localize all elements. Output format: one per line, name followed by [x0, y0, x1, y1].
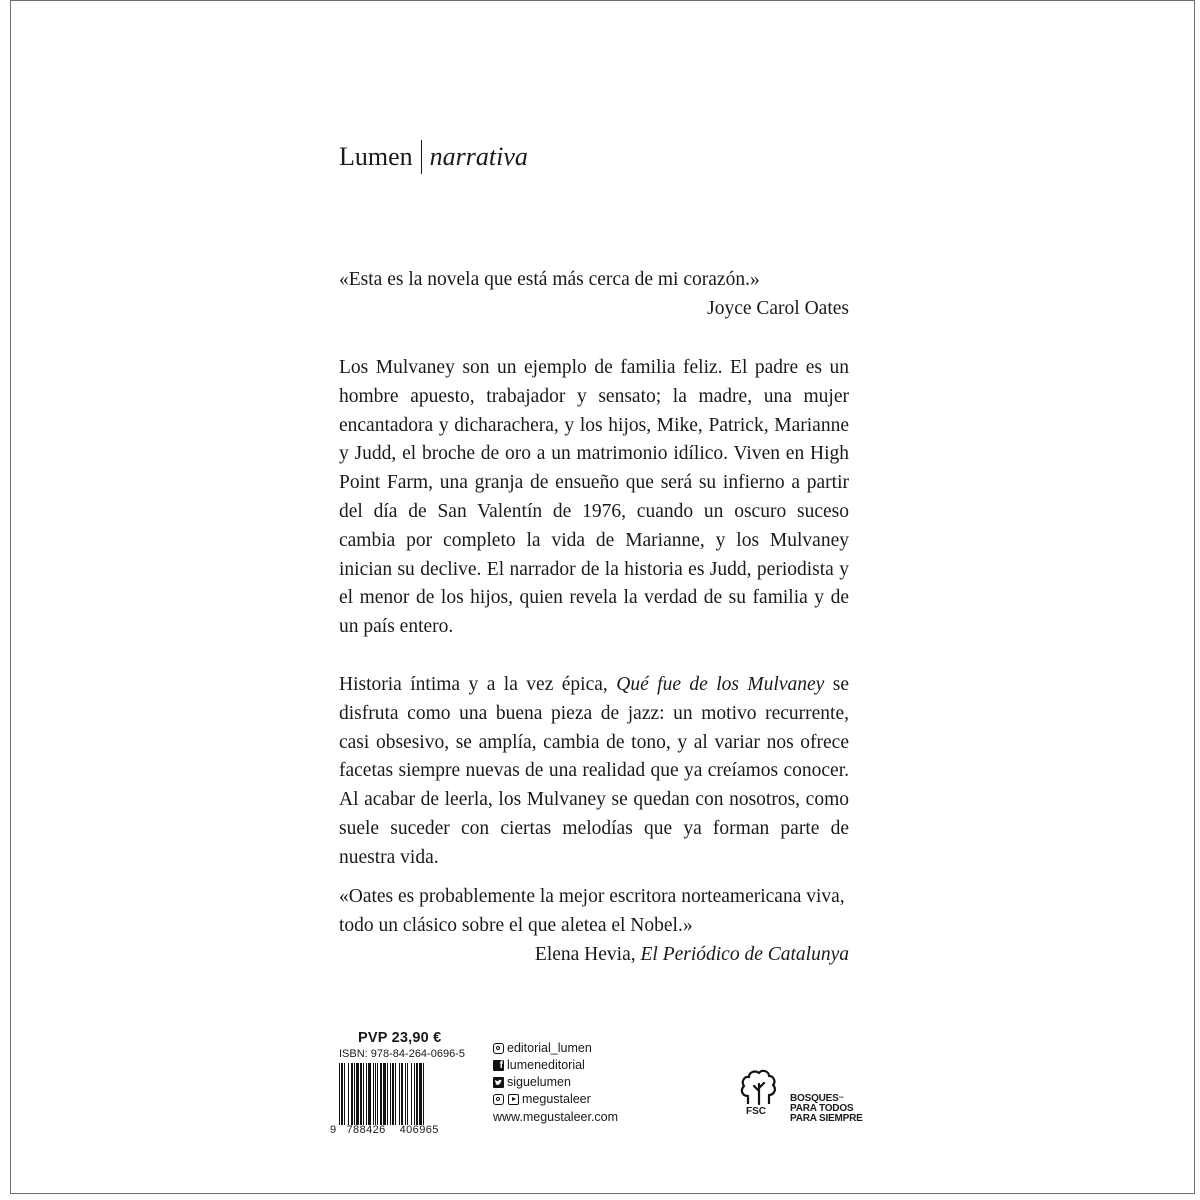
publisher-name: Lumen — [339, 142, 413, 171]
publisher-brand — [339, 140, 528, 174]
synopsis-paragraph-2 — [339, 671, 849, 873]
barcode-bar — [405, 1063, 406, 1125]
barcode-bar — [348, 1063, 349, 1125]
opening-quote-text: «Esta es la novela que está más cerca de mi corazón.» — [339, 269, 760, 290]
fsc-line-1: BOSQUES — [790, 1093, 839, 1104]
barcode-bar — [356, 1063, 359, 1125]
barcode-bar — [373, 1063, 374, 1125]
barcode-bar — [390, 1063, 391, 1125]
website-url: www.megustaleer.com — [493, 1110, 619, 1124]
barcode-bar — [354, 1063, 355, 1125]
barcode-bar — [344, 1063, 345, 1125]
facebook-handle: lumeneditorial — [507, 1058, 585, 1072]
instagram-handle: editorial_lumen — [507, 1041, 592, 1055]
press-quote — [339, 883, 849, 969]
barcode-right-digits: 406965 — [399, 1124, 439, 1136]
social-links — [493, 1040, 618, 1126]
megustaleer-row — [493, 1091, 618, 1108]
megustaleer-handle: megustaleer — [522, 1092, 591, 1106]
press-quote-text: «Oates es probablemente la mejor escritora norteamericana viva, todo un clásico sobre el que aletea el Nobel.» — [339, 886, 845, 936]
opening-quote — [339, 266, 849, 324]
barcode-bar — [411, 1063, 412, 1125]
facebook-row — [493, 1057, 618, 1074]
barcode-bar — [392, 1063, 394, 1125]
isbn-label: ISBN: 978-84-264-0696-5 — [339, 1048, 465, 1060]
fsc-line-2: PARA TODOS — [790, 1103, 854, 1114]
press-quote-author: Elena Hevia, — [534, 943, 641, 965]
fsc-trademark: ™ — [838, 1096, 844, 1102]
opening-quote-author: Joyce Carol Oates — [707, 297, 849, 319]
barcode-bar — [375, 1063, 376, 1125]
website-row — [493, 1109, 618, 1126]
barcode-bar — [423, 1063, 424, 1125]
barcode-left-digits: 788426 — [346, 1124, 386, 1136]
twitter-icon — [493, 1077, 504, 1088]
fsc-slogan — [790, 1094, 863, 1124]
twitter-handle: siguelumen — [507, 1075, 571, 1089]
barcode — [339, 1063, 461, 1125]
barcode-bar — [380, 1063, 382, 1125]
price-label: PVP 23,90 € — [358, 1030, 442, 1046]
barcode-bar — [416, 1063, 418, 1125]
paragraph-2-lead: Historia íntima y a la vez épica, — [339, 673, 617, 695]
barcode-bar — [407, 1063, 408, 1125]
twitter-row — [493, 1074, 618, 1091]
barcode-bar — [383, 1063, 386, 1125]
barcode-bar — [401, 1063, 403, 1125]
barcode-bar — [377, 1063, 378, 1125]
press-quote-attribution — [339, 941, 849, 970]
barcode-bar — [363, 1063, 364, 1125]
brand-divider — [421, 140, 422, 174]
synopsis — [339, 354, 849, 902]
barcode-bar — [387, 1063, 388, 1125]
book-title: Qué fue de los Mulvaney — [616, 673, 825, 695]
barcode-bar — [414, 1063, 415, 1125]
barcode-digits — [330, 1124, 439, 1136]
paragraph-2-rest: se disfruta como una buena pieza de jazz: un motivo recurrente, casi obsesivo, se amplía, cambia de tono, y al variar nos ofrece facetas siempre nuevas de una realidad que ya creíamos conocer. Al acabar de leerla, los Mulvaney se quedan con nosotros, como suele suceder con ciertas melodías que ya forman parte de nuestra vida. — [339, 673, 849, 868]
instagram-icon — [493, 1094, 504, 1105]
fsc-line-3: PARA SIEMPRE — [790, 1113, 863, 1124]
barcode-bar — [419, 1063, 422, 1125]
fsc-label: FSC — [746, 1106, 766, 1117]
instagram-icon — [493, 1043, 504, 1054]
barcode-bar — [368, 1063, 371, 1125]
barcode-bar — [366, 1063, 367, 1125]
instagram-row — [493, 1040, 618, 1057]
barcode-bar — [360, 1063, 362, 1125]
barcode-bar — [395, 1063, 396, 1125]
barcode-first-digit: 9 — [330, 1124, 337, 1136]
barcode-bar — [399, 1063, 400, 1125]
barcode-bar — [341, 1063, 343, 1125]
barcode-bar — [351, 1063, 353, 1125]
collection-name: narrativa — [429, 142, 528, 171]
facebook-icon: f — [493, 1060, 504, 1071]
synopsis-paragraph-1: Los Mulvaney son un ejemplo de familia feliz. El padre es un hombre apuesto, trabajador y sensato; la madre, una mujer encantadora y dicharachera, y los hijos, Mike, Patrick, Marianne y Judd, el broche de oro a un matrimonio idílico. Viven en High Point Farm, una granja de ensueño que será su infierno a partir del día de San Valentín de 1976, cuando un oscuro suceso cambia por completo la vida de Marianne, y los Mulvaney inician su declive. El narrador de la historia es Judd, periodista y el menor de los hijos, quien revela la verdad de su familia y de un país entero. — [339, 357, 849, 638]
youtube-icon — [508, 1094, 519, 1105]
barcode-bar — [339, 1063, 340, 1125]
press-quote-source: El Periódico de Catalunya — [640, 943, 849, 965]
